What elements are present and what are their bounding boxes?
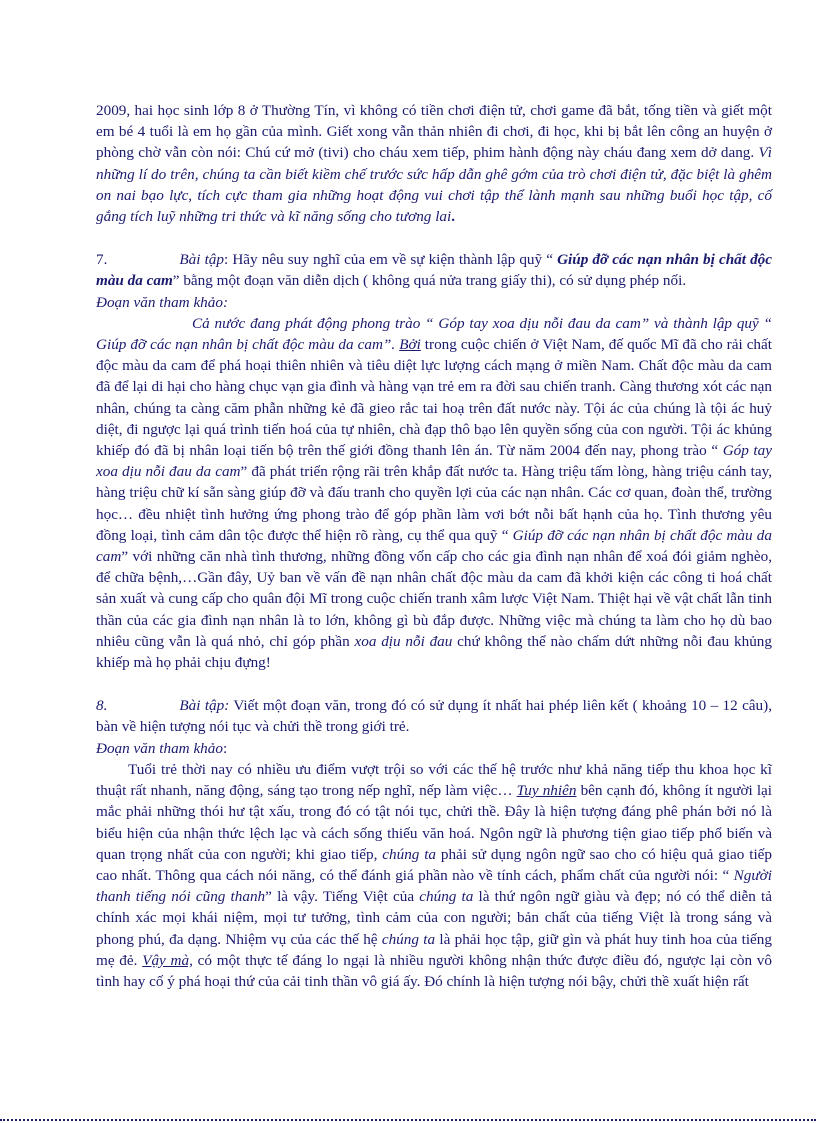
- fund-name: Giúp đỡ các nạn nhân bị chất độc màu da cam: [96, 251, 773, 290]
- italic-run: chúng ta: [381, 930, 436, 948]
- text-run: Tuổi trẻ thời nay có nhiều ưu điểm vượt trội so với các thế hệ trước như khả năng tiếp thu khoa học kĩ thuật rất nhanh, năng động, sáng tạo trong nếp nghĩ, nếp làm việc…: [96, 760, 772, 800]
- exercise-label: Bài tập: [179, 251, 224, 269]
- exercise-7-answer: [96, 313, 772, 673]
- page-border-bottom: [0, 1119, 816, 1121]
- italic-run: xoa dịu nỗi đau: [354, 632, 453, 650]
- text-run: ” bằng một đoạn văn diễn dịch ( không quá nửa trang giấy thi), có sử dụng phép nối.: [172, 272, 687, 290]
- exercise-8-prompt: [96, 695, 772, 737]
- exercise-number: 7.: [96, 251, 108, 269]
- connector-word: Bởi: [399, 336, 421, 354]
- exercise-number: 8.: [96, 697, 108, 715]
- text-run: Viết một đoạn văn, trong đó có sử dụng ít nhất hai phép liên kết ( khoảng 10 – 12 câu), bàn về hiện tượng nói tục và chửi thề trong giới trẻ.: [96, 697, 773, 736]
- text-run: là phải học tập, giữ gìn và phát huy tinh hoa của tiếng mẹ đẻ.: [96, 930, 772, 969]
- spacer: [96, 673, 772, 695]
- italic-run: Người thanh tiếng nói cũng thanh: [96, 866, 772, 906]
- text-run: chứ không thể nào chấm dứt những nỗi đau khủng khiếp mà họ phải chịu đựng!: [96, 632, 772, 672]
- text-run: .: [451, 208, 456, 226]
- spacer: [96, 227, 772, 249]
- text-run: 2009, hai học sinh lớp 8 ở Thường Tín, vì không có tiền chơi điện tử, chơi game đã bắt, tống tiền và giết một em bé 4 tuổi là em họ gần của mình. Giết xong vẫn thản nhiên đi chơi, đi học, khi bị bắt lên công an huyện ở phòng chờ vẫn còn nói: Chú cứ mở (tivi) cho cháu xem tiếp, phim hành động này cháu đang xem dở dang.: [96, 102, 772, 162]
- document-page: [96, 100, 772, 992]
- text-run: ” đã phát triển rộng rãi trên khắp đất nước ta. Hàng triệu tấm lòng, hàng triệu cánh tay, hàng triệu chữ kí sẵn sàng giúp đỡ và đấu tranh cho quyền lợi của các nạn nhân. Các cơ quan, đoàn thể, trường học… đều nhiệt tình hưởng ứng phong trào để góp phần làm vơi bớt nỗi bất hạnh của họ. Tình thương yêu đồng loại, tình cảm dân tộc được thể hiện rõ ràng, cụ thể qua quỹ “: [96, 463, 772, 544]
- exercise-8-answer: [96, 759, 772, 992]
- reference-heading: Đoạn văn tham khảo:: [96, 293, 229, 311]
- text-run: bên cạnh đó, không ít người lại mắc phải những thói hư tật xấu, trong đó có tật nói tục, chửi thề. Đây là hiện tượng đáng phê phán bởi nó là biểu hiện của nhận thức lệch lạc và cách sống thiếu văn hoá. Ngôn ngữ là phương tiện giao tiếp phổ biến và quan trọng nhất của con người; khi giao tiếp,: [96, 782, 773, 863]
- italic-run: Đoạn văn tham khảo: [96, 739, 223, 757]
- italic-run: chúng ta: [382, 845, 437, 863]
- italic-run: Giúp đỡ các nạn nhân bị chất độc màu da cam: [96, 526, 772, 566]
- paragraph-section6-end: [96, 100, 772, 227]
- text-run: là thứ ngôn ngữ giàu và đẹp; nó có thể diễn tả chính xác mọi khái niệm, mọi tư tưởng, tình cảm của con người; bản chất của tiếng Việt là trong sáng và phong phú, đa dạng. Nhiệm vụ của các thế hệ: [96, 888, 772, 948]
- text-run: trong cuộc chiến ở Việt Nam, đế quốc Mĩ đã cho rải chất độc màu da cam để phá hoại thiên nhiên và tiêu diệt lực lượng cách mạng ở miền Nam. Chất độc màu da cam đã để lại di hại cho hàng chục vạn gia đình và hàng vạn trẻ em ra đời sau chiến tranh. Càng thương xót các nạn nhân, chúng ta càng căm phẫn những kẻ đã gieo rắc tai hoạ trên đất nước này. Tội ác của chúng là tội ác huỷ diệt, đi ngược lại quá trình tiến hoá của tự nhiên, chà đạp thô bạo lên quyền sống của con người. Tội ác khủng khiếp đó đã bị nhân loại tiến bộ trên thế giới đồng thanh lên án. Từ năm 2004 đến nay, phong trào “: [96, 336, 772, 460]
- text-run: ” là vậy. Tiếng Việt của: [265, 888, 420, 906]
- exercise-label: Bài tập:: [179, 697, 230, 715]
- text-run: :: [222, 739, 228, 757]
- italic-run: Góp tay xoa dịu nỗi đau da cam: [96, 442, 772, 481]
- italic-run: Vì những lí do trên, chúng ta cần biết kiềm chế trước sức hấp dẫn ghê gớm của trò chơi điện tử, đặc biệt là ghêm on nai bạo lực, tích cực tham gia những hoạt động vui chơi tập thể lành mạnh sau những buổi học tập, cố gắng tích luỹ những tri thức và kĩ năng sống cho tương lai: [96, 144, 772, 226]
- italic-run: Cả nước đang phát động phong trào “ Góp tay xoa dịu nỗi đau da cam” và thành lập quỹ “ Giúp đỡ các nạn nhân bị chất độc màu da cam”.: [96, 314, 772, 354]
- text-run: : Hãy nêu suy nghĩ của em về sự kiện thành lập quỹ “: [224, 251, 558, 269]
- text-run: phải sử dụng ngôn ngữ sao cho có hiệu quả giao tiếp cao nhất. Thông qua cách nói năng, có thể đánh giá phần nào về tính cách, phẩm chất của người nói: “: [96, 845, 773, 884]
- connector-word: Vậy mà,: [142, 951, 193, 969]
- exercise-7-prompt: [96, 249, 772, 291]
- reference-heading: [96, 738, 772, 759]
- connector-word: Tuy nhiên: [516, 782, 577, 800]
- text-run: có một thực tế đáng lo ngại là nhiều người không nhận thức được điều đó, ngược lại còn vô tình hay cố ý phá hoại thứ của cải tinh thần vô giá ấy. Đó chính là hiện tượng nói bậy, chửi thề xuất hiện rất: [96, 951, 772, 990]
- italic-run: chúng ta: [419, 888, 474, 906]
- text-run: ” với những căn nhà tình thương, những đồng vốn cấp cho các gia đình nạn nhân để xoá đói giảm nghèo, để chữa bệnh,…Gần đây, Uỷ ban về vấn đề nạn nhân chất độc màu da cam đã khởi kiện các công ti hoá chất sản xuất và cung cấp cho quân đội Mĩ trong cuộc chiến tranh xâm lược Việt Nam. Thiệt hại về vật chất lẫn tinh thần của các gia đình nạn nhân là to lớn, không gì bù đắp được. Những việc mà chúng ta làm cho họ dù bao nhiêu cũng vẫn là quá nhỏ, chỉ góp phần: [96, 548, 772, 650]
